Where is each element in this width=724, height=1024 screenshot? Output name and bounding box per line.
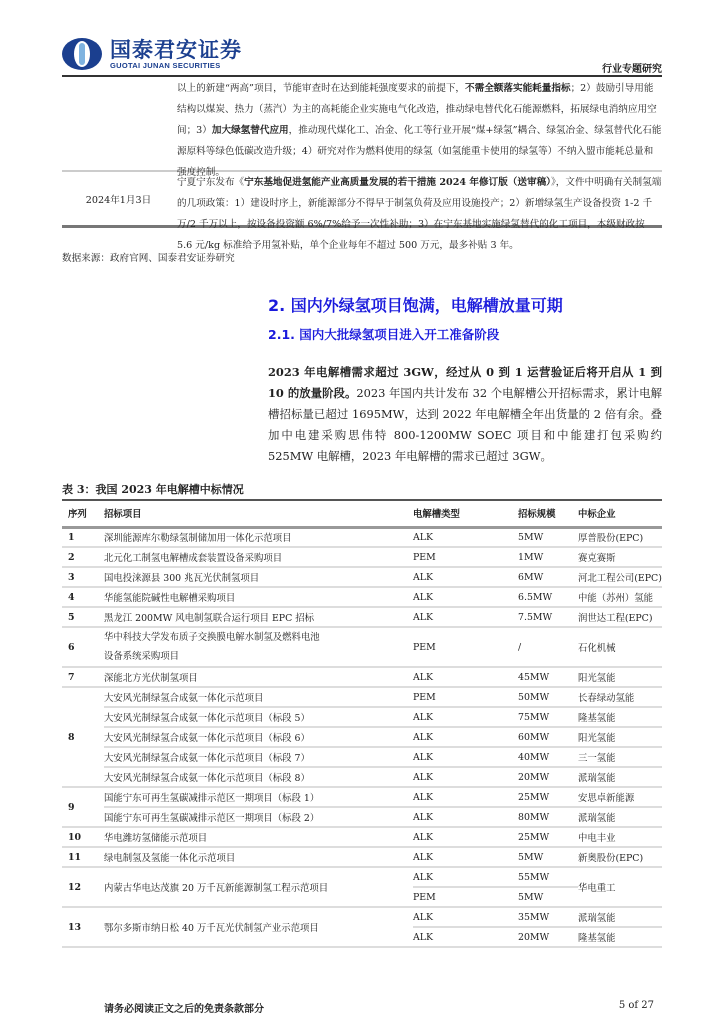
cell-type: ALK xyxy=(413,807,518,827)
table-row xyxy=(62,627,662,667)
body-paragraph: 2023 年电解槽需求超过 3GW，经过从 0 到 1 运营验证后将开启从 1 到 10 的放量阶段。2023 年国内共计发布 32 个电解槽公开招标需求，累计电解槽招标量已超过 1695MW，达到 2022 年电解槽全年出货量的 2 倍有余。叠加中电建采购思伟特 800-1200MW SOEC 项目和中能建打包采购约 525MW 电解槽，2023 年电解槽的需求已超过 3GW。 xyxy=(268,365,662,463)
policy-table xyxy=(62,78,662,251)
cell-winner: 新奥股份(EPC) xyxy=(578,847,662,867)
cell-type: ALK xyxy=(413,787,518,807)
table-row xyxy=(62,707,662,727)
cell-scale: / xyxy=(518,627,578,667)
cell-type: ALK xyxy=(413,767,518,787)
cell-type: ALK xyxy=(413,827,518,847)
cell-winner: 安思卓新能源 xyxy=(578,787,662,807)
cell-winner: 中能（苏州）氢能 xyxy=(578,587,662,607)
cell-winner: 赛克赛斯 xyxy=(578,547,662,567)
table-row xyxy=(62,667,662,687)
table-row xyxy=(62,567,662,587)
cell-type: PEM xyxy=(413,547,518,567)
cell-scale: 45MW xyxy=(518,667,578,687)
table-row xyxy=(62,527,662,547)
cell-seq: 5 xyxy=(62,607,104,627)
table-row xyxy=(62,747,662,767)
cell-type: ALK xyxy=(413,607,518,627)
cell-project: 华能氢能院碱性电解槽采购项目 xyxy=(104,587,413,607)
cell-project: 内蒙古华电达茂旗 20 万千瓦新能源制氢工程示范项目 xyxy=(104,867,413,907)
table-row xyxy=(62,807,662,827)
cell-winner: 华电重工 xyxy=(578,867,662,907)
cell-type: ALK xyxy=(413,587,518,607)
cell-type: ALK xyxy=(413,707,518,727)
cell-project: 大安风光制绿氢合成氨一体化示范项目（标段 6） xyxy=(104,727,413,747)
company-logo xyxy=(62,38,242,70)
policy-row xyxy=(62,172,662,251)
page-number: 5 of 27 xyxy=(618,1000,654,1011)
cell-scale: 20MW xyxy=(518,927,578,947)
policy-text: 宁夏宁东发布《宁东基地促进氢能产业高质量发展的若干措施 2024 年修订版（送审稿）》，文件中明确有关制氢端的几项政策：1）建设时序上，新能源部分不得早于制氢负荷及应用设施投产；2）新增绿氢生产设备投资 1-2 千万/2 千万以上，按设备投资额 6%/7%给予一次性补助；3）在宁东基地实施绿氢替代的化工项目，本级财政按 5.6 元/kg 标准给予用氢补贴，单个企业每年不超过 500 万元，最多补贴 3 年。 xyxy=(177,177,662,251)
cell-scale: 60MW xyxy=(518,727,578,747)
cell-scale: 75MW xyxy=(518,707,578,727)
policy-row xyxy=(62,78,662,178)
cell-type: ALK xyxy=(413,847,518,867)
cell-project: 北元化工制氢电解槽成套装置设备采购项目 xyxy=(104,547,413,567)
table-row xyxy=(62,847,662,867)
table-header-row xyxy=(62,500,662,527)
col-scale: 招标规模 xyxy=(518,500,578,527)
cell-scale: 25MW xyxy=(518,827,578,847)
logo-icon xyxy=(62,38,102,70)
cell-winner: 石化机械 xyxy=(578,627,662,667)
cell-seq: 6 xyxy=(62,627,104,667)
table-row xyxy=(62,867,662,887)
cell-type: ALK xyxy=(413,727,518,747)
cell-scale: 50MW xyxy=(518,687,578,707)
cell-winner: 隆基氢能 xyxy=(578,707,662,727)
cell-seq: 12 xyxy=(62,867,104,907)
table-row xyxy=(62,787,662,807)
cell-project: 大安风光制绿氢合成氨一体化示范项目（标段 7） xyxy=(104,747,413,767)
cell-winner: 阳光氢能 xyxy=(578,727,662,747)
cell-project: 大安风光制绿氢合成氨一体化示范项目（标段 8） xyxy=(104,767,413,787)
cell-scale: 25MW xyxy=(518,787,578,807)
cell-winner: 派瑞氢能 xyxy=(578,767,662,787)
table-row xyxy=(62,727,662,747)
cell-seq: 7 xyxy=(62,667,104,687)
cell-winner: 阳光氢能 xyxy=(578,667,662,687)
cell-project: 大安风光制绿氢合成氨一体化示范项目（标段 5） xyxy=(104,707,413,727)
cell-seq: 2 xyxy=(62,547,104,567)
cell-type: ALK xyxy=(413,667,518,687)
cell-winner: 派瑞氢能 xyxy=(578,907,662,927)
logo-en: GUOTAI JUNAN SECURITIES xyxy=(110,60,221,70)
cell-winner: 派瑞氢能 xyxy=(578,807,662,827)
col-seq: 序列 xyxy=(62,500,104,527)
cell-scale: 1MW xyxy=(518,547,578,567)
cell-type: ALK xyxy=(413,747,518,767)
policy-date: 2024年1月3日 xyxy=(85,194,152,206)
cell-seq: 13 xyxy=(62,907,104,947)
cell-type: PEM xyxy=(413,627,518,667)
table-row xyxy=(62,907,662,927)
cell-scale: 6MW xyxy=(518,567,578,587)
cell-scale: 20MW xyxy=(518,767,578,787)
cell-winner: 长春绿动氢能 xyxy=(578,687,662,707)
cell-project: 国电投涞源县 300 兆瓦光伏制氢项目 xyxy=(104,567,413,587)
cell-scale: 5MW xyxy=(518,887,578,907)
policy-text: 以上的新建“两高”项目，节能审查时在达到能耗强度要求的前提下，不需全额落实能耗量指标；2）鼓励引导用能结构以煤炭、热力（蒸汽）为主的高耗能企业实施电气化改造，推动绿电替代化石能源燃料，拓展绿电消纳应用空间；3）加大绿氢替代应用，推动现代煤化工、冶金、化工等行业开展“煤+绿氢”耦合、绿氢冶金、绿氢替代化石能源原料等绿色低碳改造升级；4）研究对作为燃料使用的绿氢（如氢能重卡使用的绿氢等）不纳入盟市能耗总量和强度控制。 xyxy=(177,83,662,178)
data-source: 数据来源：政府官网、国泰君安证券研究 xyxy=(62,253,235,264)
section-heading: 2. 国内外绿氢项目饱满，电解槽放量可期 xyxy=(268,296,563,315)
table-row xyxy=(62,587,662,607)
cell-seq: 1 xyxy=(62,527,104,547)
table-row xyxy=(62,607,662,627)
cell-winner: 润世达工程(EPC) xyxy=(578,607,662,627)
cell-type: ALK xyxy=(413,927,518,947)
cell-project: 鄂尔多斯市纳日松 40 万千瓦光伏制氢产业示范项目 xyxy=(104,907,413,947)
cell-type: ALK xyxy=(413,567,518,587)
cell-project: 黑龙江 200MW 风电制氢联合运行项目 EPC 招标 xyxy=(104,607,413,627)
cell-winner: 中电丰业 xyxy=(578,827,662,847)
col-project: 招标项目 xyxy=(104,500,413,527)
table-row xyxy=(62,547,662,567)
cell-scale: 5MW xyxy=(518,847,578,867)
cell-project: 国能宁东可再生氢碳减排示范区一期项目（标段 2） xyxy=(104,807,413,827)
cell-scale: 55MW xyxy=(518,867,578,887)
disclaimer-note: 请务必阅读正文之后的免责条款部分 xyxy=(104,1004,264,1015)
table-title: 表 3：我国 2023 年电解槽中标情况 xyxy=(62,483,244,496)
table-row xyxy=(62,827,662,847)
cell-project: 华电潍坊氢储能示范项目 xyxy=(104,827,413,847)
cell-winner: 厚普股份(EPC) xyxy=(578,527,662,547)
cell-scale: 80MW xyxy=(518,807,578,827)
logo-cn: 国泰君安证券 xyxy=(110,37,242,62)
cell-type: PEM xyxy=(413,887,518,907)
cell-winner: 河北工程公司(EPC) xyxy=(578,567,662,587)
subsection-heading: 2.1. 国内大批绿氢项目进入开工准备阶段 xyxy=(268,327,500,342)
table-row xyxy=(62,687,662,707)
cell-scale: 5MW xyxy=(518,527,578,547)
cell-seq: 8 xyxy=(62,687,104,787)
cell-seq: 3 xyxy=(62,567,104,587)
cell-winner: 隆基氢能 xyxy=(578,927,662,947)
cell-seq: 4 xyxy=(62,587,104,607)
report-category: 行业专题研究 xyxy=(602,64,662,75)
cell-scale: 7.5MW xyxy=(518,607,578,627)
cell-project: 大安风光制绿氢合成氨一体化示范项目 xyxy=(104,687,413,707)
cell-type: ALK xyxy=(413,867,518,887)
cell-seq: 9 xyxy=(62,787,104,827)
cell-scale: 35MW xyxy=(518,907,578,927)
cell-project: 深能北方光伏制氢项目 xyxy=(104,667,413,687)
policy-date xyxy=(62,78,175,170)
cell-seq: 10 xyxy=(62,827,104,847)
cell-project: 国能宁东可再生氢碳减排示范区一期项目（标段 1） xyxy=(104,787,413,807)
cell-scale: 6.5MW xyxy=(518,587,578,607)
col-winner: 中标企业 xyxy=(578,500,662,527)
col-type: 电解槽类型 xyxy=(413,500,518,527)
cell-project: 绿电制氢及氢能一体化示范项目 xyxy=(104,847,413,867)
cell-winner: 三一氢能 xyxy=(578,747,662,767)
cell-type: ALK xyxy=(413,907,518,927)
header-divider xyxy=(62,75,662,77)
cell-project: 华中科技大学发布质子交换膜电解水制氢及燃料电池设备系统采购项目 xyxy=(104,627,413,667)
table-row xyxy=(62,767,662,787)
electrolyzer-bid-table xyxy=(62,499,662,948)
cell-type: ALK xyxy=(413,527,518,547)
cell-type: PEM xyxy=(413,687,518,707)
cell-seq: 11 xyxy=(62,847,104,867)
cell-scale: 40MW xyxy=(518,747,578,767)
cell-project: 深圳能源库尔勒绿氢制储加用一体化示范项目 xyxy=(104,527,413,547)
